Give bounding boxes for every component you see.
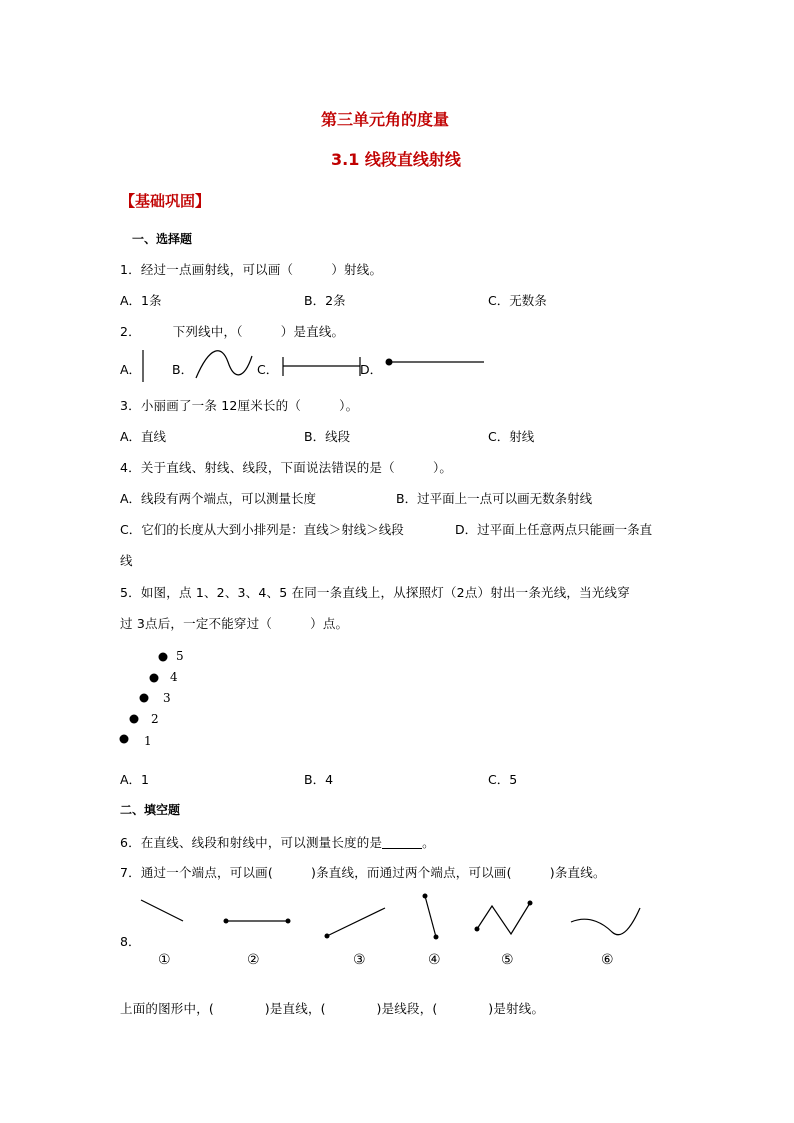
question-6-text: 6．在直线、线段和射线中，可以测量长度的是 [120, 835, 383, 850]
part2-heading: 二、填空题 [120, 803, 181, 817]
point-label-1: 1 [144, 734, 152, 748]
q8-figure-2-end-b [286, 919, 291, 924]
question-5-line1: 5．如图，点 1、2、3、4、5 在同一条直线上，从探照灯（2点）射出一条光线，当光线穿 [120, 585, 630, 600]
q8-figure-4-segment [425, 896, 436, 937]
section-heading: 【基础巩固】 [120, 192, 211, 210]
question-6-end: 。 [422, 835, 435, 850]
q8-figure-1-line [141, 900, 183, 921]
q5-option-b: B．4 [304, 772, 334, 787]
q4-option-c: C．它们的长度从大到小排列是：直线＞射线＞线段 [120, 522, 404, 537]
question-8-text: 上面的图形中，( )是直线，( )是线段，( )是射线。 [120, 1001, 545, 1016]
q3-option-a: A．直线 [120, 429, 167, 444]
page-subtitle: 3.1 线段直线射线 [331, 150, 461, 169]
question-7: 7．通过一个端点，可以画( )条直线，而通过两个端点，可以画( )条直线。 [120, 865, 606, 880]
q1-option-c: C．无数条 [488, 293, 547, 308]
q3-option-c: C．射线 [488, 429, 535, 444]
q8-label-5: ⑤ [501, 952, 514, 968]
question-3: 3．小丽画了一条 12厘米长的（ ）。 [120, 398, 359, 413]
q8-figure-5-end-b [528, 901, 533, 906]
question-1: 1．经过一点画射线，可以画（ ）射线。 [120, 262, 383, 277]
question-5-line2: 过 3点后，一定不能穿过（ ）点。 [120, 616, 349, 631]
q4-option-d-continued: 线 [120, 553, 133, 568]
q8-figure-3-end [325, 934, 330, 939]
q3-option-b: B．线段 [304, 429, 351, 444]
q8-label-4: ④ [428, 952, 441, 968]
q8-label-6: ⑥ [601, 952, 614, 968]
q8-figure-4-end-b [434, 935, 439, 940]
point-label-5: 5 [176, 649, 184, 663]
question-8-number: 8． [120, 934, 141, 949]
q1-option-a: A．1条 [120, 293, 162, 308]
q5-option-a: A．1 [120, 772, 150, 787]
point-label-2: 2 [151, 712, 159, 726]
q5-option-c: C．5 [488, 772, 518, 787]
q2-option-b: B． [172, 362, 194, 377]
q8-figure-4-end-a [423, 894, 428, 899]
q2-option-d: D． [360, 362, 383, 377]
page-title: 第三单元角的度量 [321, 110, 450, 129]
q2-option-a: A． [120, 362, 142, 377]
question-4: 4．关于直线、射线、线段，下面说法错误的是（ ）。 [120, 460, 453, 475]
question-2: 2． 下列线中，（ ）是直线。 [120, 324, 345, 339]
q8-figure-3-ray [327, 908, 385, 936]
q1-option-b: B．2条 [304, 293, 346, 308]
q8-label-1: ① [158, 952, 171, 968]
q8-figure-2-end-a [224, 919, 229, 924]
point-label-4: 4 [170, 670, 178, 684]
q8-figure-5-end-a [475, 927, 480, 932]
q2-option-c: C． [257, 362, 279, 377]
q8-label-3: ③ [353, 952, 366, 968]
part1-heading: 一、选择题 [132, 232, 193, 246]
q4-option-d: D．过平面上任意两点只能画一条直 [455, 522, 653, 537]
point-label-3: 3 [163, 691, 171, 705]
q4-option-b: B．过平面上一点可以画无数条射线 [396, 491, 593, 506]
q8-figure-5-polyline [477, 903, 530, 934]
q8-figure-6-curve [571, 908, 640, 935]
q4-option-a: A．线段有两个端点，可以测量长度 [120, 491, 317, 506]
q8-label-2: ② [247, 952, 260, 968]
